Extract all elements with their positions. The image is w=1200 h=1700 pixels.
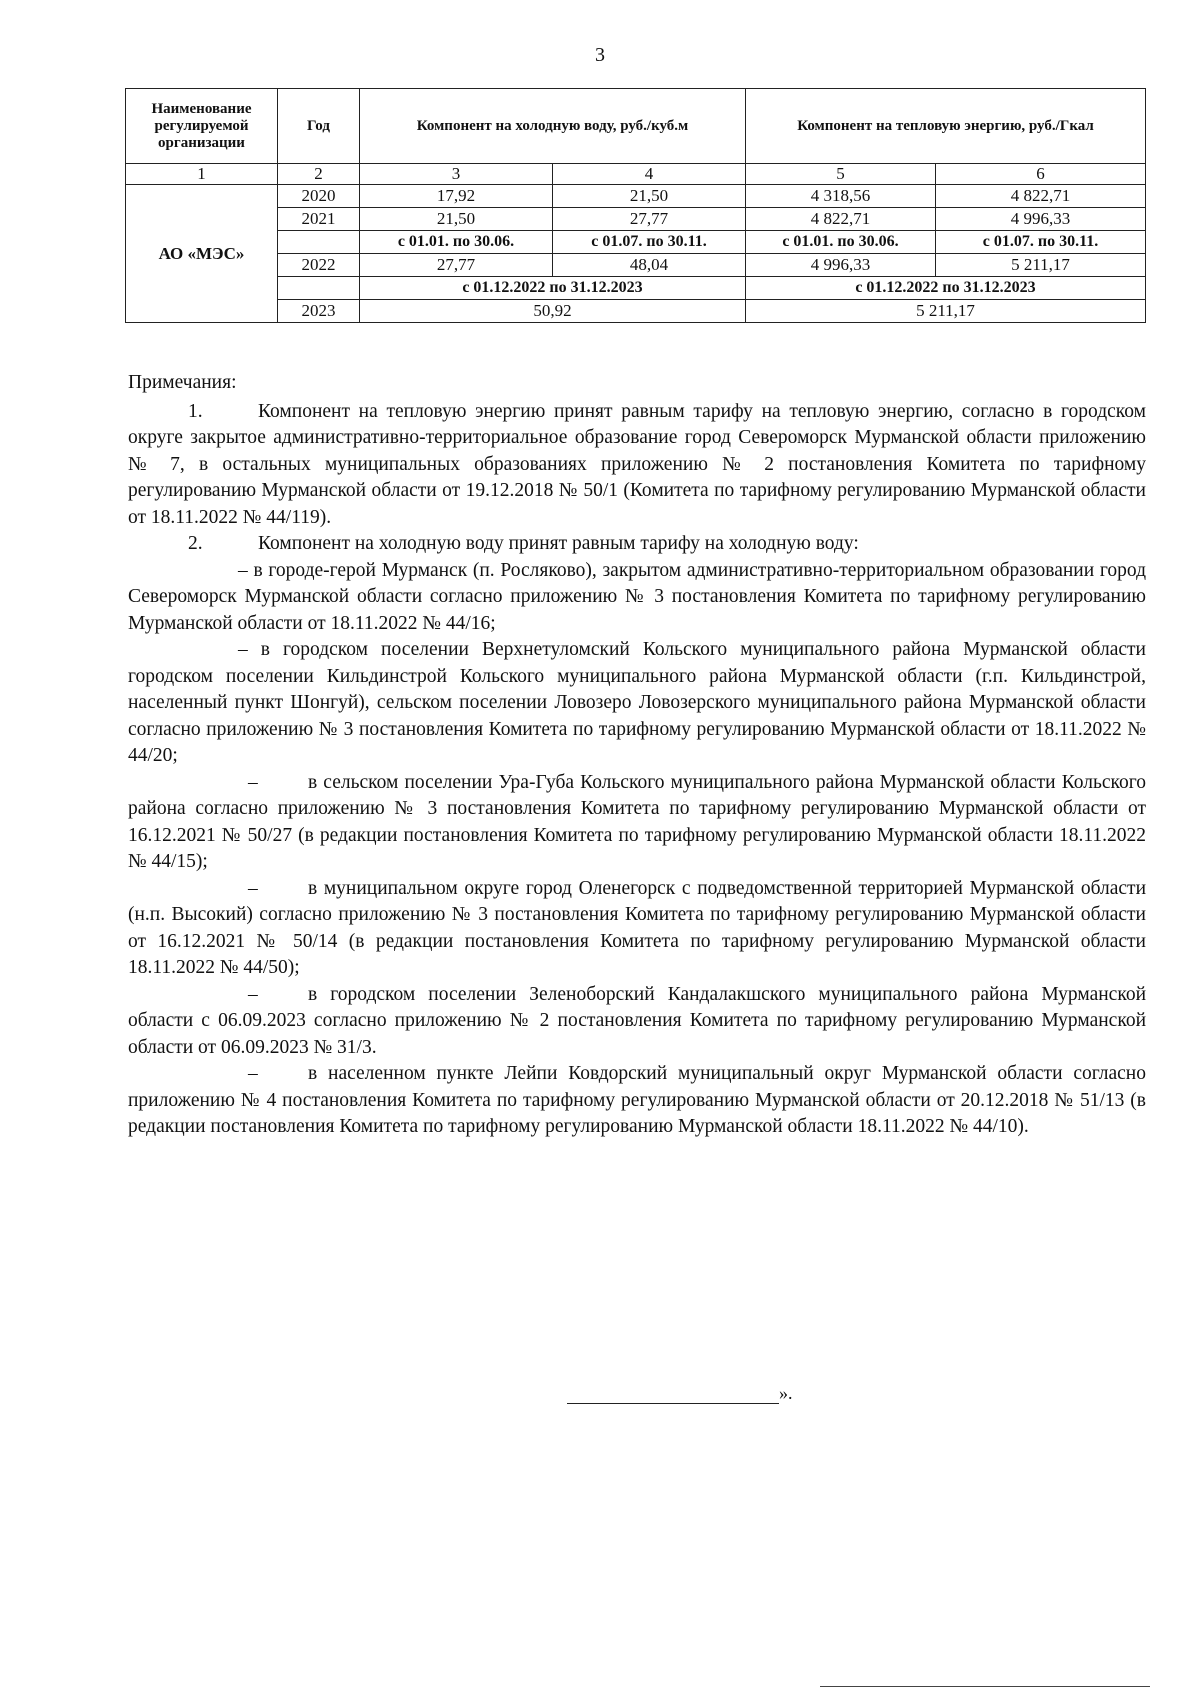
bottom-rule bbox=[820, 1686, 1150, 1687]
year-cell: 2020 bbox=[278, 185, 360, 208]
header-year: Год bbox=[278, 89, 360, 164]
table-row bbox=[126, 254, 1146, 277]
note-text: Компонент на холодную воду принят равным тарифу на холодную воду: bbox=[258, 533, 859, 554]
column-number-row bbox=[126, 164, 1146, 185]
dash-mark: – bbox=[248, 877, 258, 899]
value-cell: 4 996,33 bbox=[936, 208, 1146, 231]
value-cell: 21,50 bbox=[360, 208, 553, 231]
signoff bbox=[567, 1383, 793, 1404]
signoff-mark: ». bbox=[779, 1383, 793, 1403]
note-2-item bbox=[128, 1061, 1146, 1141]
span-period-row bbox=[126, 277, 1146, 300]
dash-mark: – bbox=[238, 559, 248, 581]
notes-heading: Примечания: bbox=[128, 372, 237, 393]
signoff-line bbox=[567, 1385, 779, 1404]
table-row bbox=[126, 300, 1146, 323]
note-item-text: в городском поселении Зеленоборский Кандалакшского муниципального района Мурманской области с 06.09.2023 согласно приложению № 2 постановления Комитета по тарифному регулированию Мурманской области от 06.09.2023 № 31/3. bbox=[128, 983, 1146, 1058]
note-2-item bbox=[128, 982, 1146, 1062]
table-row bbox=[126, 185, 1146, 208]
table-header-row bbox=[126, 89, 1146, 164]
note-item-text: в городе-герой Мурманск (п. Росляково), закрытом административно-территориальном образовании город Североморск Мурманской области согласно приложению № 3 постановления Комитета по тарифному регулированию Мурманской области от 18.11.2022 № 44/16; bbox=[128, 559, 1147, 634]
value-cell: 4 822,71 bbox=[936, 185, 1146, 208]
value-cell: 17,92 bbox=[360, 185, 553, 208]
col-number: 6 bbox=[936, 164, 1146, 185]
col-number: 3 bbox=[360, 164, 553, 185]
col-number: 4 bbox=[553, 164, 746, 185]
value-cell: 27,77 bbox=[553, 208, 746, 231]
period-row bbox=[126, 231, 1146, 254]
water-span-period: с 01.12.2022 по 31.12.2023 bbox=[360, 277, 746, 300]
header-org: Наименование регулируемой организации bbox=[126, 89, 278, 164]
notes-section bbox=[128, 370, 1146, 1141]
note-item-text: в муниципальном округе город Оленегорск с подведомственной территорией Мурманской области (н.п. Высокий) согласно приложению № 3 постановления Комитета по тарифному регулированию Мурманской области от 16.12.2021 № 50/14 (в редакции постановления Комитета по тарифному регулированию Мурманской области 18.11.2022 № 44/50); bbox=[128, 877, 1146, 978]
water-value-2023: 50,92 bbox=[360, 300, 746, 323]
tariff-table bbox=[125, 88, 1146, 323]
table-row bbox=[126, 208, 1146, 231]
org-name-cell: АО «МЭС» bbox=[126, 185, 278, 323]
year-cell-empty bbox=[278, 277, 360, 300]
dash-mark: – bbox=[248, 771, 258, 793]
note-item-text: в сельском поселении Ура-Губа Кольского муниципального района Мурманской области Кольского района согласно приложению № 3 постановления Комитета по тарифному регулированию Мурманской области от 16.12.2021 № 50/27 (в редакции постановления Комитета по тарифному регулированию Мурманской области 18.11.2022 № 44/15); bbox=[128, 771, 1146, 872]
dash-mark: – bbox=[248, 983, 258, 1005]
value-cell: 27,77 bbox=[360, 254, 553, 277]
year-cell-empty bbox=[278, 231, 360, 254]
heat-value-2023: 5 211,17 bbox=[746, 300, 1146, 323]
value-cell: 4 996,33 bbox=[746, 254, 936, 277]
note-2-item bbox=[128, 876, 1146, 982]
note-2-item bbox=[128, 637, 1146, 770]
year-cell: 2022 bbox=[278, 254, 360, 277]
period-cell: с 01.07. по 30.11. bbox=[936, 231, 1146, 254]
heat-span-period: с 01.12.2022 по 31.12.2023 bbox=[746, 277, 1146, 300]
note-2 bbox=[128, 531, 1146, 558]
note-number: 2. bbox=[188, 533, 203, 554]
col-number: 5 bbox=[746, 164, 936, 185]
header-cold-water: Компонент на холодную воду, руб./куб.м bbox=[360, 89, 746, 164]
dash-mark: – bbox=[248, 1063, 258, 1084]
note-number: 1. bbox=[188, 400, 203, 422]
note-text: Компонент на тепловую энергию принят равным тарифу на тепловую энергию, согласно в городском округе закрытое административно-территориальное образование город Североморск Мурманской области приложению № 7, в остальных муниципальных образованиях приложению № 2 постановления Комитета по тарифному регулированию Мурманской области от 19.12.2018 № 50/1 (Комитета по тарифному регулированию Мурманской области от 18.11.2022 № 44/119). bbox=[128, 400, 1146, 528]
year-cell: 2023 bbox=[278, 300, 360, 323]
value-cell: 5 211,17 bbox=[936, 254, 1146, 277]
header-heat: Компонент на тепловую энергию, руб./Гкал bbox=[746, 89, 1146, 164]
dash-mark: – bbox=[238, 639, 248, 660]
period-cell: с 01.01. по 30.06. bbox=[746, 231, 936, 254]
note-item-text: в городском поселении Верхнетуломский Кольского муниципального района Мурманской области городском поселении Кильдинстрой Кольского муниципального района Мурманской области (г.п. Кильдинстрой, населенный пункт Шонгуй), сельском поселении Ловозеро Ловозерского муниципального района Мурманской области согласно приложению № 3 постановления Комитета по тарифному регулированию Мурманской области от 18.11.2022 № 44/20; bbox=[128, 639, 1146, 766]
note-2-item bbox=[128, 770, 1146, 876]
page-number: 3 bbox=[595, 44, 605, 66]
value-cell: 4 318,56 bbox=[746, 185, 936, 208]
year-cell: 2021 bbox=[278, 208, 360, 231]
period-cell: с 01.01. по 30.06. bbox=[360, 231, 553, 254]
value-cell: 4 822,71 bbox=[746, 208, 936, 231]
note-item-text: в населенном пункте Лейпи Ковдорский муниципальный округ Мурманской области согласно приложению № 4 постановления Комитета по тарифному регулированию Мурманской области от 20.12.2018 № 51/13 (в редакции постановления Комитета по тарифному регулированию Мурманской области 18.11.2022 № 44/10). bbox=[128, 1063, 1146, 1137]
col-number: 2 bbox=[278, 164, 360, 185]
note-2-item bbox=[128, 558, 1146, 638]
col-number: 1 bbox=[126, 164, 278, 185]
value-cell: 48,04 bbox=[553, 254, 746, 277]
value-cell: 21,50 bbox=[553, 185, 746, 208]
period-cell: с 01.07. по 30.11. bbox=[553, 231, 746, 254]
note-1 bbox=[128, 399, 1146, 532]
